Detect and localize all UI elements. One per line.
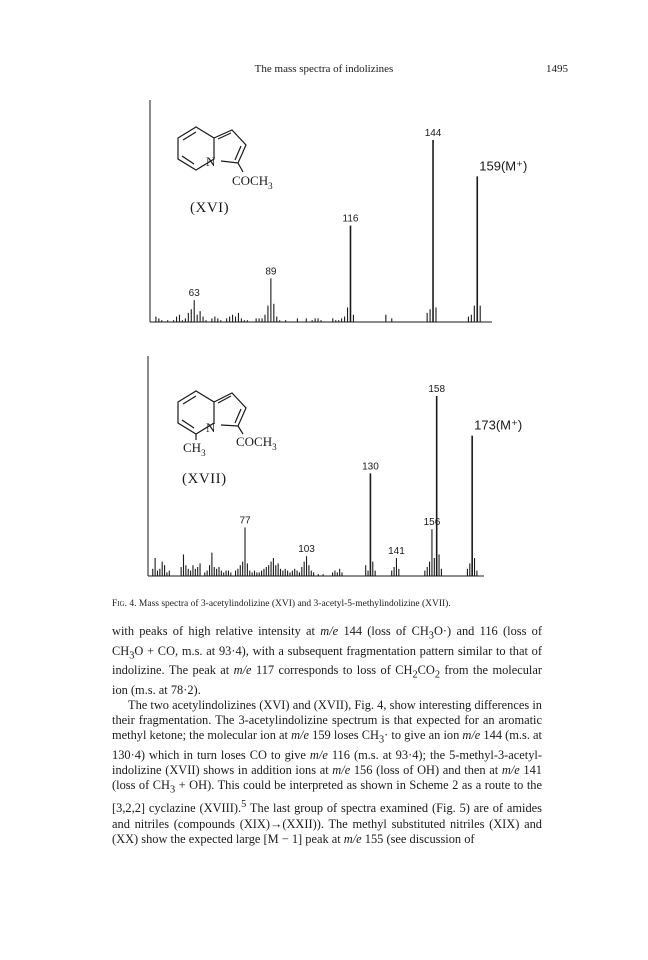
peak-label-116: 116 (342, 213, 359, 225)
page-number: 1495 (546, 63, 568, 75)
peak-label-141: 141 (388, 546, 405, 557)
peak-label-63: 63 (188, 288, 200, 300)
acetyl-group: $COCH_3$ (236, 434, 277, 452)
peak-label-173: 173(M⁺) (474, 417, 523, 433)
spectrum-xvii-plot (0, 340, 648, 590)
substituent-bond (238, 426, 243, 434)
spectrum-xvi-plot (0, 90, 648, 330)
peak-label-158: 158 (428, 384, 446, 395)
substituent-bond (238, 163, 243, 172)
peak-label-144: 144 (424, 128, 442, 139)
peak-label-103: 103 (298, 544, 315, 556)
running-title: The mass spectra of indolizines (254, 63, 394, 75)
compound-label-xvii: (XVII) (182, 471, 227, 487)
peak-label-77: 77 (239, 515, 251, 527)
peak-label-89: 89 (265, 266, 277, 278)
peak-label-130: 130 (362, 461, 379, 473)
peak-label-156: 156 (423, 517, 441, 529)
peak-labels (239, 384, 522, 557)
peaks (156, 140, 480, 322)
acetyl-group: $COCH_3$ (232, 173, 273, 191)
caption-text: Mass spectra of 3-acetylindolizine (XVI) and 3-acetyl-5-methylindolizine (XVII). (138, 599, 451, 609)
mass-spectrum-xvii (0, 340, 648, 590)
body-text (112, 624, 542, 847)
figure-caption (112, 599, 552, 609)
figure-label: Fig. 4. (112, 599, 137, 609)
ring-nitrogen: N (206, 154, 216, 169)
mass-spectrum-xvi (0, 90, 648, 330)
compound-label-xvi: (XVI) (190, 200, 230, 216)
methyl-group: $CH_3$ (183, 440, 206, 458)
ring-nitrogen: N (206, 420, 216, 435)
paragraph-1: with peaks of high relative intensity at m/e 144 (loss of $CH_3O\cdot$) and 116 (loss of $CH_3O$ + CO, m.s. at 93·4), with a subsequent fragmentation pattern similar to that of indolizine. The peak at m/e 117 corresponds to loss of $CH_2CO_2$ from the molecular ion (m.s. at 78·2). (112, 624, 543, 697)
peak-label-159: 159(M⁺) (479, 158, 528, 174)
page-header (0, 63, 648, 79)
paragraph-2: The two acetylindolizines (XVI) and (XVII), Fig. 4, show interesting differences in their fragmentation. The 3-acetylindolizine spectrum is that expected for an aromatic methyl ketone; the molecular ion at m/e 159 loses $CH_3\cdot$ to give an ion m/e 144 (m.s. at 130·4) which in turn loses CO to give m/e 116 (m.s. at 93·4); the 5-methyl-3-acetyl-indolizine (XVII) shows in addition ions at m/e 156 (loss of OH) and then at m/e 141 (loss of $CH_3 + OH$). This could be interpreted as shown in Scheme 2 as a route to the [3,2,2] cyclazine (XVIII).$^5$ The last group of spectra examined (Fig. 5) are of amides and nitriles (compounds (XIX)→(XXII)). The methyl substituted nitriles (XIX) and (XX) show the expected large [M − 1] peak at m/e 155 (see discussion of (112, 697, 543, 846)
